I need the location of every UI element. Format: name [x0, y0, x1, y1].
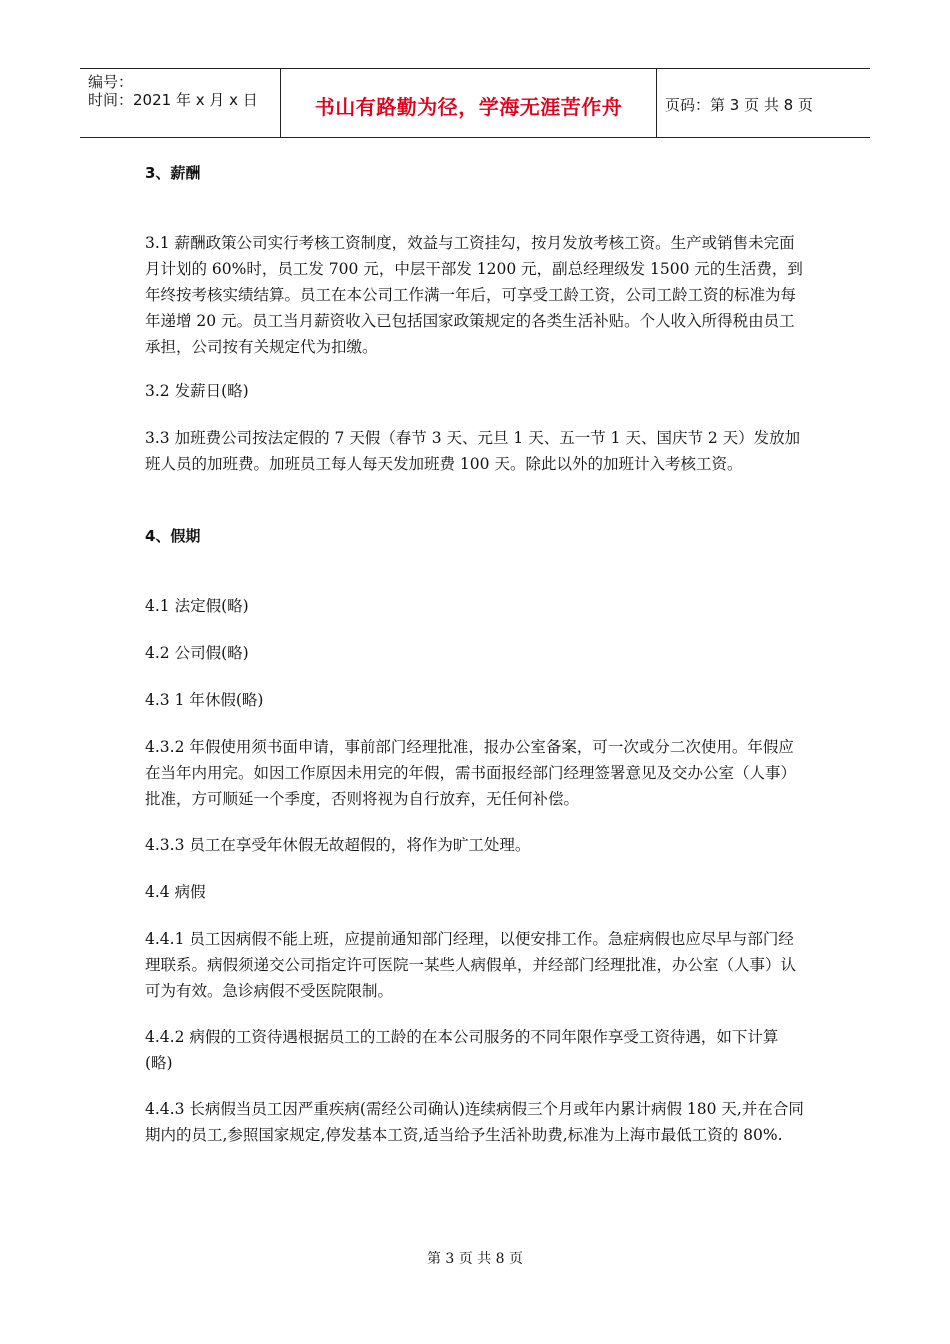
header-motto-cell	[281, 69, 657, 137]
page-footer: 第 3 页 共 8 页	[426, 1251, 524, 1267]
header-page-cell	[657, 69, 870, 137]
paragraph-4-4-3: 4.4.3 长病假当员工因严重疾病(需经公司确认)连续病假三个月或年内累计病假 180 天,并在合同期内的员工,参照国家规定,停发基本工资,适当给予生活补助费,标准为上海市最低工资的 80%.	[145, 1100, 804, 1144]
paragraph-4-1: 4.1 法定假(略)	[145, 597, 249, 615]
paragraph-4-3: 4.3 1 年休假(略)	[145, 691, 264, 709]
document-number-label: 编号：	[88, 73, 134, 91]
header-motto: 书山有路勤为径，学海无涯苦作舟	[314, 95, 623, 119]
document-date-label: 时间：2021 年 x 月 x 日	[88, 91, 258, 109]
section-3-heading: 3、薪酬	[145, 164, 201, 182]
paragraph-4-3-3: 4.3.3 员工在享受年休假无故超假的，将作为旷工处理。	[145, 836, 531, 854]
paragraph-3-3: 3.3 加班费公司按法定假的 7 天假（春节 3 天、元旦 1 天、五一节 1 天、国庆节 2 天）发放加班人员的加班费。加班员工每人每天发加班费 100 天。除此以外的加班计入考核工资。	[145, 429, 801, 473]
paragraph-3-2: 3.2 发薪日(略)	[145, 382, 249, 400]
header-page-number: 页码：第 3 页 共 8 页	[665, 96, 813, 114]
paragraph-3-1: 3.1 薪酬政策公司实行考核工资制度，效益与工资挂勾，按月发放考核工资。生产或销售未完面月计划的 60%时，员工发 700 元，中层干部发 1200 元，副总经理级发 1500 元的生活费，到年终按考核实绩结算。员工在本公司工作满一年后，可享受工龄工资，公司工龄工资的标准为每年递增 20 元。员工当月薪资收入已包括国家政策规定的各类生活补贴。个人收入所得税由员工承担，公司按有关规定代为扣缴。	[145, 234, 803, 356]
paragraph-4-4: 4.4 病假	[145, 883, 206, 901]
paragraph-4-3-2: 4.3.2 年假使用须书面申请，事前部门经理批准，报办公室备案，可一次或分二次使用。年假应在当年内用完。如因工作原因未用完的年假，需书面报经部门经理签署意见及交办公室（人事）批准，方可顺延一个季度，否则将视为自行放弃，无任何补偿。	[145, 738, 797, 808]
section-4-heading: 4、假期	[145, 527, 201, 545]
page-header	[80, 68, 870, 138]
paragraph-4-4-2: 4.4.2 病假的工资待遇根据员工的工龄的在本公司服务的不同年限作享受工资待遇，如下计算(略)	[145, 1028, 779, 1072]
paragraph-4-4-1: 4.4.1 员工因病假不能上班，应提前通知部门经理，以便安排工作。急症病假也应尽早与部门经理联系。病假须递交公司指定许可医院一某些人病假单，并经部门经理批准，办公室（人事）认可为有效。急诊病假不受医院限制。	[145, 930, 797, 1000]
header-info-cell	[80, 69, 281, 137]
paragraph-4-2: 4.2 公司假(略)	[145, 644, 249, 662]
